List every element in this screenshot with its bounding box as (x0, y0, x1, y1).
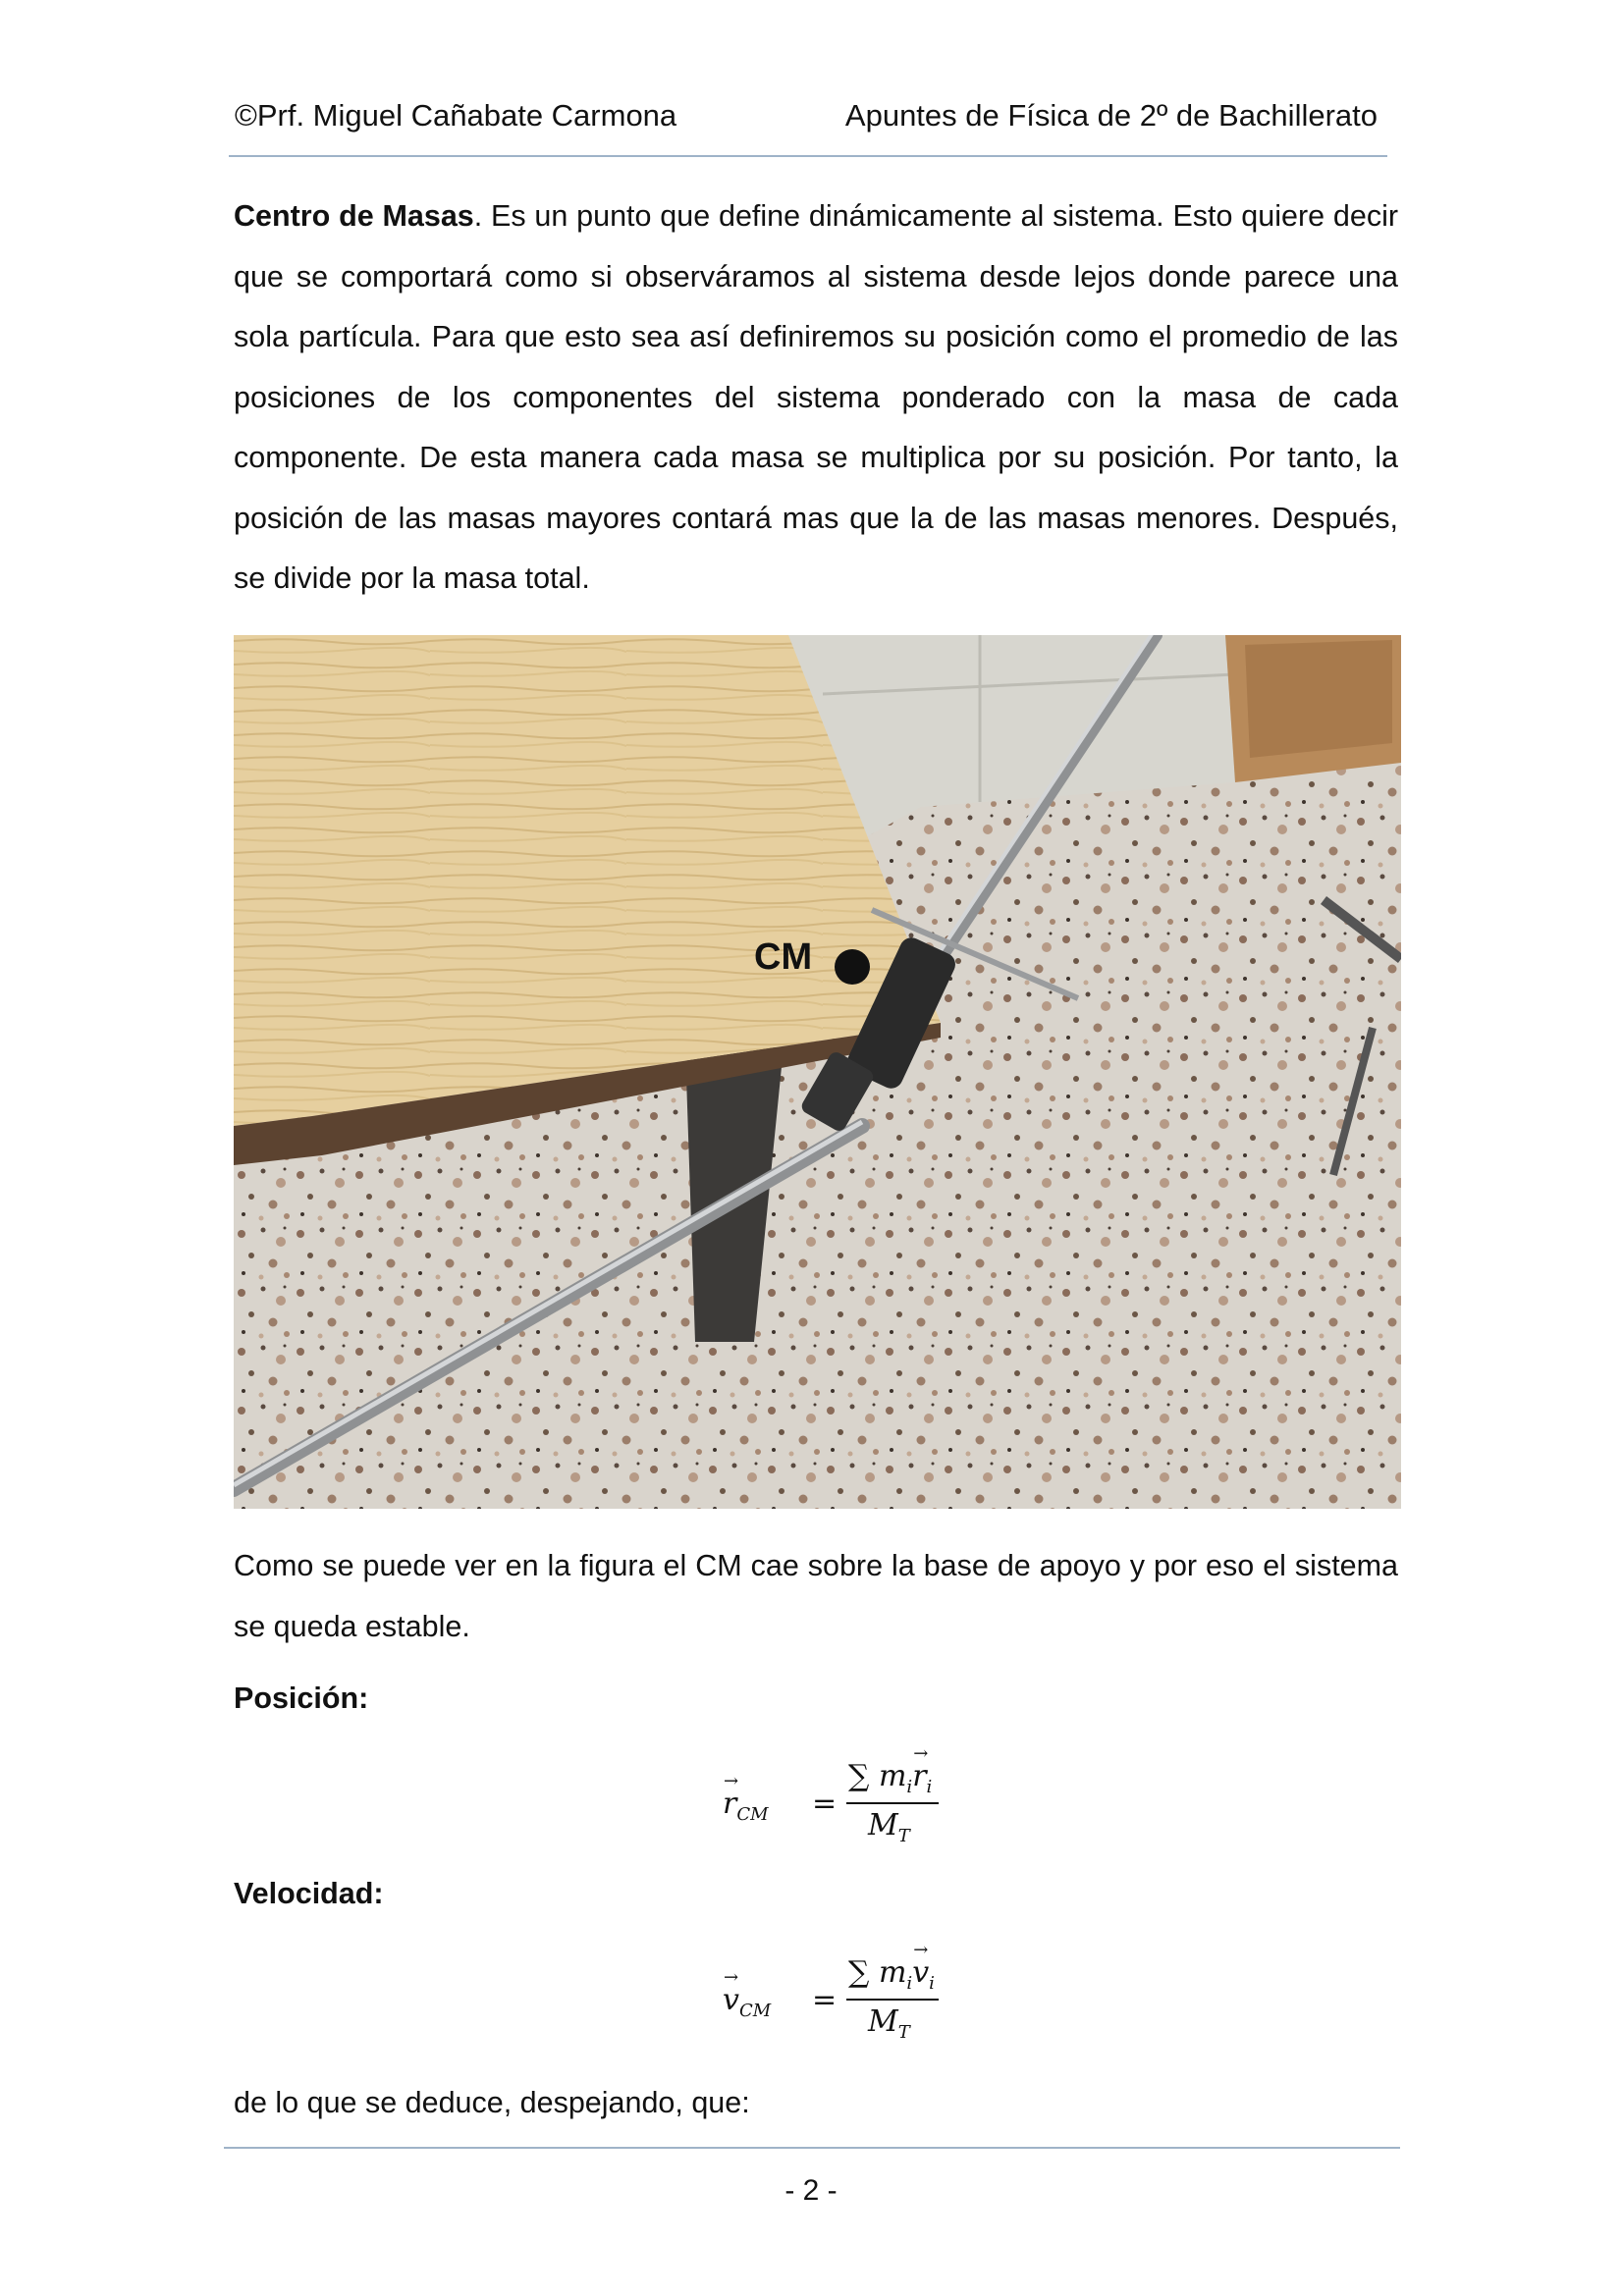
paragraph-centro-de-masas (234, 187, 1398, 610)
velocity-formula-lhs: → $v_{CM}$ (723, 1983, 771, 2021)
term-centro-de-masas: Centro de Masas (234, 199, 474, 233)
cm-dot (835, 949, 870, 985)
velocity-formula-numerator: ∑ $m_i\to v_i$ (848, 1955, 935, 1994)
paragraph-deduction: de lo que se deduce, despejando, que: (234, 2086, 750, 2119)
paragraph-explanation: Como se puede ver en la figura el CM cae sobre la base de apoyo y por eso el sistema se queda estable. (234, 1549, 1398, 1643)
photo-illustration (234, 635, 1401, 1509)
header-course: Apuntes de Física de 2º de Bachillerato (844, 98, 1378, 133)
header-author: ©Prf. Miguel Cañabate Carmona (235, 98, 677, 133)
footer-divider (224, 2147, 1400, 2149)
velocity-formula-denominator: $M_T$ (868, 2004, 910, 2043)
cm-label: CM (754, 936, 813, 978)
page-header (229, 94, 1387, 157)
position-formula-denominator: $M_T$ (868, 1808, 910, 1846)
position-formula-lhs: → $r_{CM}$ (723, 1787, 769, 1825)
center-of-mass-photo (234, 635, 1401, 1509)
position-formula: → $r_{CM}$ = ∑ $m_i\to r_i$ $M_T$ (719, 1759, 945, 1847)
position-label: Posición: (234, 1682, 369, 1715)
position-formula-numerator: ∑ $m_i\to r_i$ (848, 1759, 932, 1797)
page-number: - 2 - (784, 2174, 838, 2207)
velocity-label: Velocidad: (234, 1877, 384, 1910)
velocity-formula: → $v_{CM}$ = ∑ $m_i\to v_i$ $M_T$ (719, 1955, 945, 2044)
paragraph-centro-de-masas-text: . Es un punto que define dinámicamente al sistema. Esto quiere decir que se comportará como si observáramos al sistema desde lejos donde parece una sola partícula. Para que esto sea así definiremos su posición como el promedio de las posiciones de los componentes del sistema ponderado con la masa de cada componente. De esta manera cada masa se multiplica por su posición. Por tanto, la posición de las masas mayores contará mas que la de las masas menores. Después, se divide por la masa total. (234, 199, 1399, 595)
